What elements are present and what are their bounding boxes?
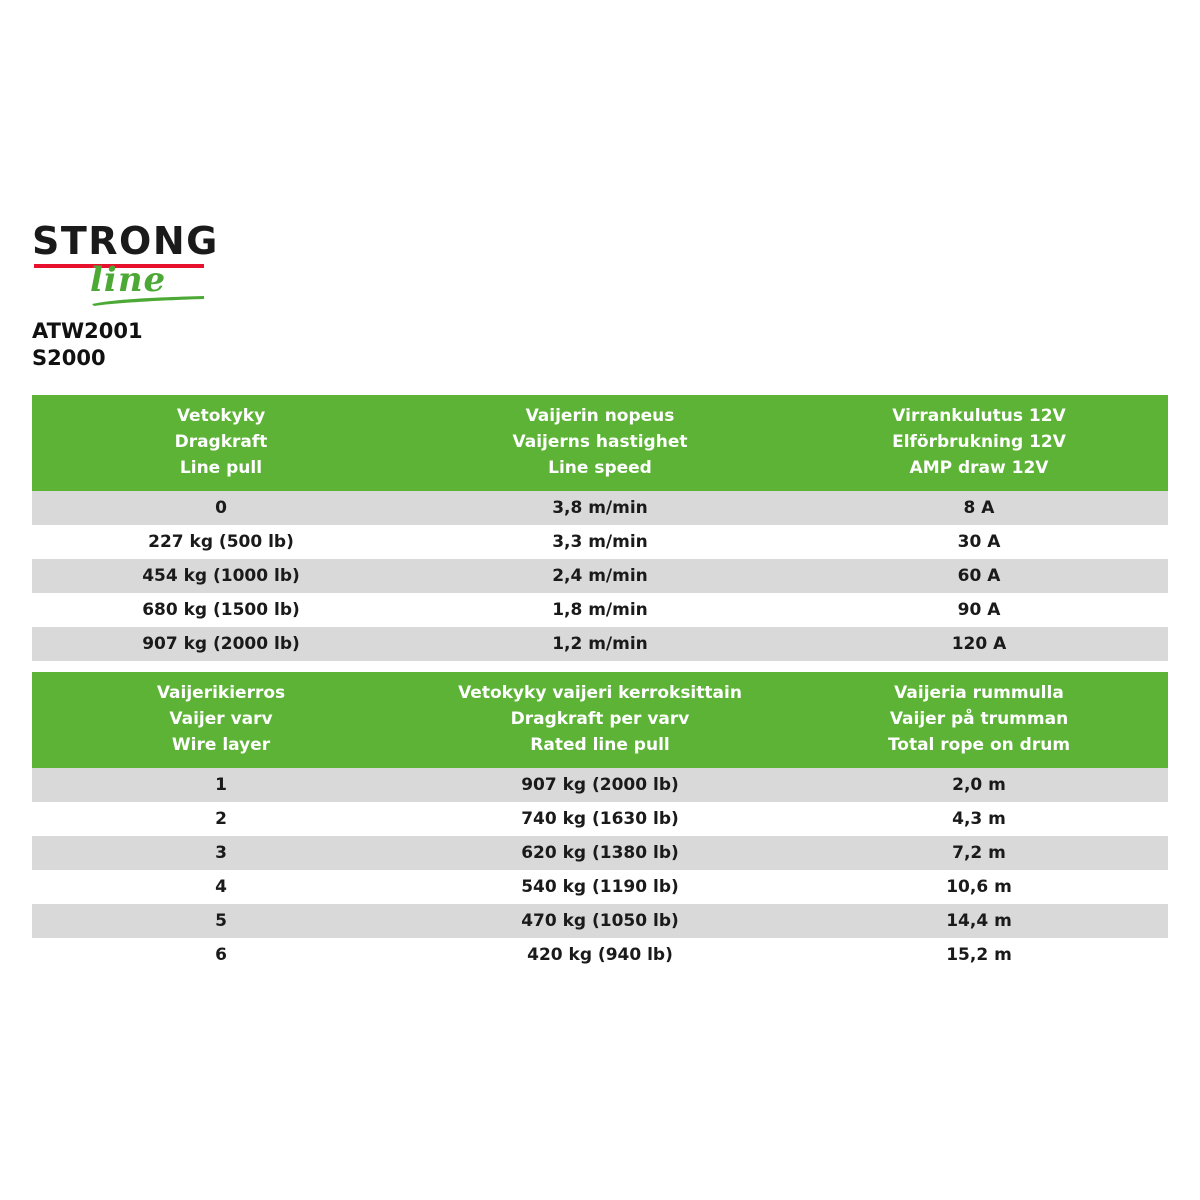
- layer-table: [32, 672, 1168, 972]
- logo-wordmark: STRONG: [32, 219, 219, 263]
- table-header-row: [32, 672, 1168, 768]
- cell-amp-draw: 60 A: [790, 559, 1168, 593]
- cell-line-speed: 1,2 m/min: [410, 627, 790, 661]
- cell-amp-draw: 30 A: [790, 525, 1168, 559]
- model-titles: [32, 318, 143, 372]
- cell-rated-line-pull: 740 kg (1630 lb): [410, 802, 790, 836]
- table-row: [32, 836, 1168, 870]
- cell-wire-layer: 2: [32, 802, 410, 836]
- cell-line-pull: 680 kg (1500 lb): [32, 593, 410, 627]
- cell-line-pull: 454 kg (1000 lb): [32, 559, 410, 593]
- cell-total-rope: 10,6 m: [790, 870, 1168, 904]
- table-row: [32, 904, 1168, 938]
- cell-amp-draw: 120 A: [790, 627, 1168, 661]
- cell-total-rope: 7,2 m: [790, 836, 1168, 870]
- cell-line-pull: 907 kg (2000 lb): [32, 627, 410, 661]
- cell-amp-draw: 8 A: [790, 491, 1168, 525]
- table-row: [32, 491, 1168, 525]
- cell-line-speed: 3,3 m/min: [410, 525, 790, 559]
- logo-swoosh-icon: [92, 296, 204, 306]
- cell-line-pull: 0: [32, 491, 410, 525]
- cell-total-rope: 4,3 m: [790, 802, 1168, 836]
- cell-total-rope: 15,2 m: [790, 938, 1168, 972]
- table-row: [32, 870, 1168, 904]
- table-row: [32, 559, 1168, 593]
- cell-wire-layer: 6: [32, 938, 410, 972]
- table-row: [32, 525, 1168, 559]
- cell-line-speed: 1,8 m/min: [410, 593, 790, 627]
- model-code: ATW2001: [32, 319, 143, 343]
- table-header-row: [32, 395, 1168, 491]
- table-row: [32, 593, 1168, 627]
- model-name: S2000: [32, 346, 106, 370]
- logo-script-word: line: [90, 260, 167, 300]
- cell-total-rope: 14,4 m: [790, 904, 1168, 938]
- cell-amp-draw: 90 A: [790, 593, 1168, 627]
- header-amp-draw: Virrankulutus 12V Elförbrukning 12V AMP draw 12V: [790, 395, 1168, 491]
- cell-rated-line-pull: 540 kg (1190 lb): [410, 870, 790, 904]
- header-wire-layer: Vaijerikierros Vaijer varv Wire layer: [32, 672, 410, 768]
- cell-rated-line-pull: 420 kg (940 lb): [410, 938, 790, 972]
- cell-rated-line-pull: 470 kg (1050 lb): [410, 904, 790, 938]
- cell-wire-layer: 3: [32, 836, 410, 870]
- cell-wire-layer: 5: [32, 904, 410, 938]
- table-row: [32, 802, 1168, 836]
- performance-table: [32, 395, 1168, 661]
- cell-total-rope: 2,0 m: [790, 768, 1168, 802]
- cell-wire-layer: 1: [32, 768, 410, 802]
- table-row: [32, 938, 1168, 972]
- cell-wire-layer: 4: [32, 870, 410, 904]
- strongline-logo: [32, 219, 252, 302]
- table-row: [32, 627, 1168, 661]
- cell-rated-line-pull: 907 kg (2000 lb): [410, 768, 790, 802]
- cell-line-speed: 2,4 m/min: [410, 559, 790, 593]
- cell-line-pull: 227 kg (500 lb): [32, 525, 410, 559]
- header-rated-line-pull: Vetokyky vaijeri kerroksittain Dragkraft per varv Rated line pull: [410, 672, 790, 768]
- header-line-pull: Vetokyky Dragkraft Line pull: [32, 395, 410, 491]
- header-total-rope-on-drum: Vaijeria rummulla Vaijer på trumman Total rope on drum: [790, 672, 1168, 768]
- cell-rated-line-pull: 620 kg (1380 lb): [410, 836, 790, 870]
- table-row: [32, 768, 1168, 802]
- header-line-speed: Vaijerin nopeus Vaijerns hastighet Line speed: [410, 395, 790, 491]
- cell-line-speed: 3,8 m/min: [410, 491, 790, 525]
